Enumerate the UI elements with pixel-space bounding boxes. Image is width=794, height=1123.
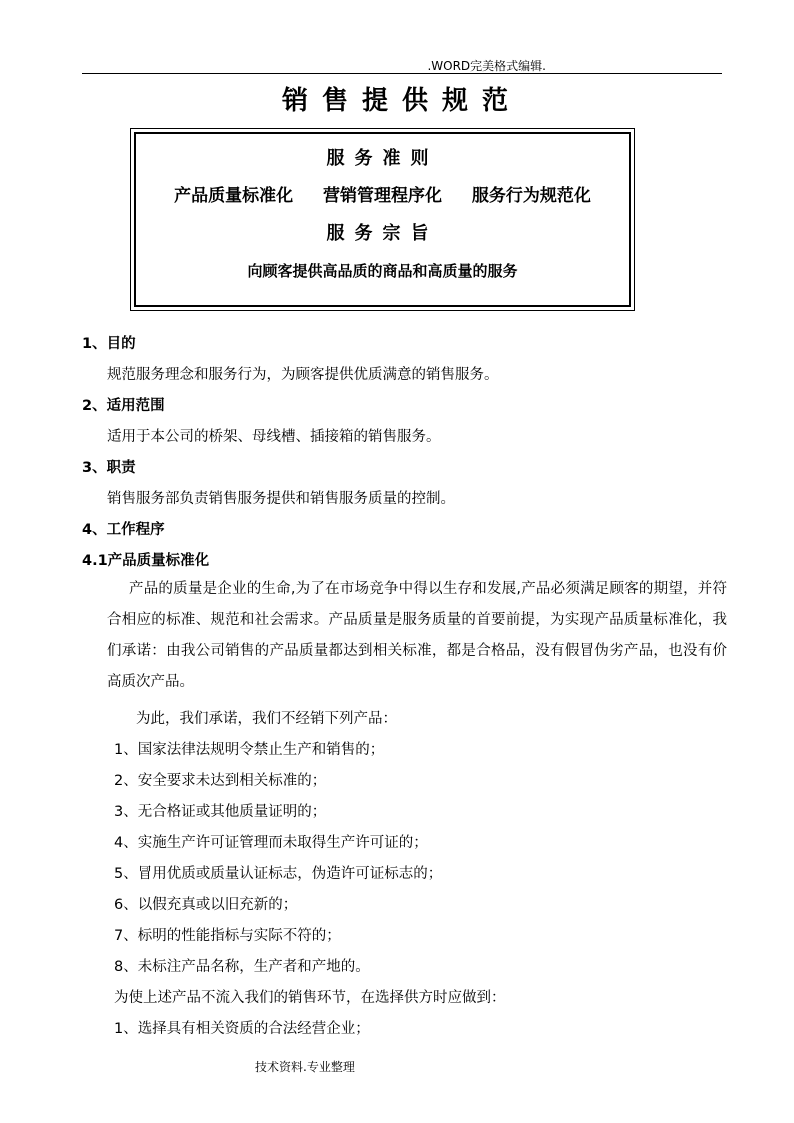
page-footer: 技术资料.专业整理 xyxy=(255,1060,355,1074)
section-3-body: 销售服务部负责销售服务提供和销售服务质量的控制。 xyxy=(107,491,455,507)
promise-item: 5、冒用优质或质量认证标志，伪造许可证标志的； xyxy=(114,866,443,882)
principle-item: 营销管理程序化 xyxy=(323,186,442,206)
supplier-item: 1、选择具有相关资质的合法经营企业； xyxy=(114,1021,370,1037)
principle-item: 服务行为规范化 xyxy=(471,186,591,206)
document-title: 销售提供规范 xyxy=(281,86,522,116)
promise-item: 2、安全要求未达到相关标准的； xyxy=(114,773,327,789)
service-box-inner xyxy=(134,132,631,307)
section-4-1-paragraph: 产品的质量是企业的生命,为了在市场竞争中得以生存和发展,产品必须满足顾客的期望，并符合相应的标准、规范和社会需求。产品质量是服务质量的首要前提，为实现产品质量标准化，我们承诺：由我公司销售的产品质量都达到相关标准，都是合格品，没有假冒伪劣产品，也没有价高质次产品。 xyxy=(107,581,727,690)
principle-item: 产品质量标准化 xyxy=(174,186,294,206)
section-4-1-heading: 4.1产品质量标准化 xyxy=(82,553,210,569)
promise-item: 8、未标注产品名称，生产者和产地的。 xyxy=(114,959,370,975)
section-3-heading: 3、职责 xyxy=(82,460,136,476)
section-4-heading: 4、工作程序 xyxy=(82,522,165,538)
service-box xyxy=(130,128,635,311)
service-purpose-title: 服务宗旨 xyxy=(326,223,439,244)
section-2-body: 适用于本公司的桥架、母线槽、插接箱的销售服务。 xyxy=(107,429,441,445)
page-header: .WORD完美格式编辑. xyxy=(427,59,546,73)
service-purpose-text: 向顾客提供高品质的商品和高质量的服务 xyxy=(247,262,518,280)
supplier-intro: 为使上述产品不流入我们的销售环节，在选择供方时应做到： xyxy=(114,990,506,1006)
section-1-body: 规范服务理念和服务行为，为顾客提供优质满意的销售服务。 xyxy=(107,367,499,383)
promise-item: 4、实施生产许可证管理而未取得生产许可证的； xyxy=(114,835,428,851)
promise-item: 3、无合格证或其他质量证明的； xyxy=(114,804,327,820)
section-2-heading: 2、适用范围 xyxy=(82,398,165,414)
promise-item: 7、标明的性能指标与实际不符的； xyxy=(114,928,341,944)
promise-item: 1、国家法律法规明令禁止生产和销售的； xyxy=(114,742,385,758)
service-principles-list xyxy=(136,181,629,206)
service-principles-title: 服务准则 xyxy=(326,148,439,169)
promise-item: 6、以假充真或以旧充新的； xyxy=(114,897,298,913)
promise-intro: 为此，我们承诺，我们不经销下列产品： xyxy=(136,711,397,727)
header-rule xyxy=(82,73,722,74)
section-1-heading: 1、目的 xyxy=(82,336,136,352)
